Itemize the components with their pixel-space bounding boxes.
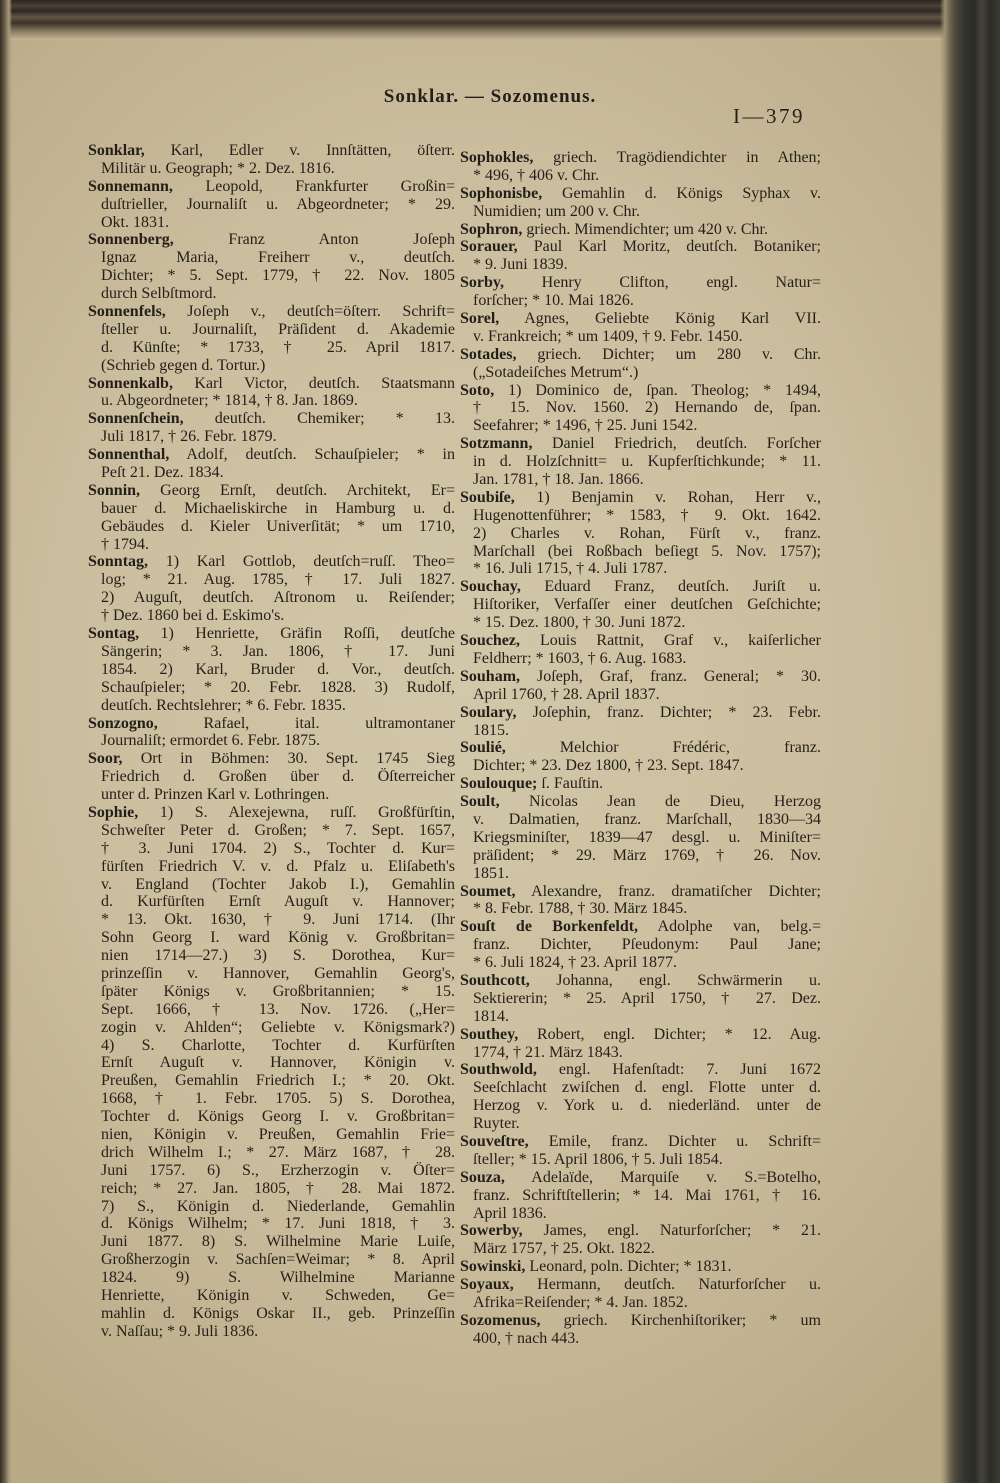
book-binding-edge xyxy=(940,0,1000,1483)
entry-line: Ernſt Auguſt v. Hannover, Königin v. xyxy=(101,1054,455,1072)
entry-text: Gemahlin d. Königs Syphax v. xyxy=(542,184,821,202)
dictionary-entry xyxy=(88,142,455,178)
entry-line xyxy=(88,482,455,500)
entry-line xyxy=(88,303,455,321)
dictionary-entry xyxy=(88,715,455,751)
dictionary-entry xyxy=(88,750,455,804)
entry-line xyxy=(460,274,821,292)
entry-headword: Sozomenus, xyxy=(460,1311,541,1329)
dictionary-entry xyxy=(460,274,821,310)
entry-line xyxy=(460,1169,821,1187)
entry-line: Hiſtoriker, Verfaſſer einer deutſchen Geſchichte; xyxy=(473,596,821,614)
entry-line xyxy=(460,346,821,364)
dictionary-entry xyxy=(460,489,821,578)
entry-text: Hermann, deutſch. Naturforſcher u. xyxy=(513,1276,821,1294)
entry-text: Johanna, engl. Schwärmerin u. xyxy=(529,971,821,989)
entry-line: fürſten Friedrich V. v. d. Pfalz u. Eliſabeth's xyxy=(101,857,455,875)
entry-line xyxy=(460,1276,821,1294)
dictionary-entry xyxy=(88,446,455,482)
dictionary-entry xyxy=(460,1026,821,1062)
entry-line: mahlin d. Königs Oskar II., geb. Prinzeſſin xyxy=(101,1304,455,1322)
entry-text: Joſephin, franz. Dichter; * 23. Febr. xyxy=(516,703,821,721)
entry-headword: Soulouque; xyxy=(460,775,538,793)
entry-line: Dichter; * 5. Sept. 1779, † 22. Nov. 1805 xyxy=(101,267,455,285)
entry-text: Alexandre, franz. dramatiſcher Dichter; xyxy=(515,882,821,900)
entry-line xyxy=(460,185,821,203)
entry-line: * 13. Okt. 1630, † 9. Juni 1714. (Ihr xyxy=(101,911,455,929)
entry-text: Leopold, Frankfurter Großin= xyxy=(172,177,455,195)
entry-line: 1824. 9) S. Wilhelmine Marianne xyxy=(101,1269,455,1287)
entry-line: forſcher; * 10. Mai 1826. xyxy=(473,292,634,310)
entry-line: Marſchall (bei Roßbach beſiegt 5. Nov. 1757); xyxy=(473,542,821,560)
entry-line xyxy=(460,221,821,239)
entry-line xyxy=(460,1026,821,1044)
entry-text: 1) Dominico de, ſpan. Theolog; * 1494, xyxy=(494,381,821,399)
entry-line: 1814. xyxy=(473,1007,509,1025)
entry-line xyxy=(88,804,455,822)
entry-line: Juni 1877. 8) S. Wilhelmine Marie Luiſe, xyxy=(101,1233,455,1251)
entry-line: Hugenottenführer; * 1583, † 9. Okt. 1642. xyxy=(473,506,821,524)
entry-line: Schauſpieler; * 20. Febr. 1828. 3) Rudolf, xyxy=(101,678,455,696)
dictionary-entry xyxy=(460,185,821,221)
entry-line: d. Künſte; * 1733, † 25. April 1817. xyxy=(101,338,455,356)
entry-line: nien, Königin v. Preußen, Gemahlin Frie= xyxy=(101,1125,455,1143)
entry-text: Eduard Franz, deutſch. Juriſt u. xyxy=(520,578,821,596)
entry-headword: Sonzogno, xyxy=(88,714,158,732)
left-column xyxy=(88,142,455,1341)
dictionary-entry xyxy=(460,149,821,185)
entry-text: Louis Rattnit, Graf v., kaiſerlicher xyxy=(520,632,821,650)
entry-line: Okt. 1831. xyxy=(101,213,169,231)
entry-line: Sept. 1666, † 13. Nov. 1726. („Her= xyxy=(101,1000,455,1018)
entry-line: Sektiererin; * 25. April 1750, † 27. Dez. xyxy=(473,989,821,1007)
entry-line xyxy=(88,178,455,196)
entry-headword: Souſt de Borkenfeldt, xyxy=(460,918,639,936)
dictionary-entry xyxy=(460,883,821,919)
entry-line: März 1757, † 25. Okt. 1822. xyxy=(473,1240,655,1258)
dictionary-entry xyxy=(460,346,821,382)
entry-headword: Sonntag, xyxy=(88,553,149,571)
entry-text: Franz Anton Joſeph xyxy=(173,231,455,249)
page-number: I—379 xyxy=(733,104,805,128)
entry-line: Henriette, Königin v. Schweden, Ge= xyxy=(101,1287,455,1304)
entry-text: Joſeph v., deutſch=öſterr. Schrift= xyxy=(165,303,455,321)
entry-line: April 1760, † 28. April 1837. xyxy=(473,685,660,703)
entry-line: * 8. Febr. 1788, † 30. März 1845. xyxy=(473,900,688,918)
entry-headword: Soto, xyxy=(460,381,495,399)
entry-headword: Soulary, xyxy=(460,703,517,721)
entry-line: reich; * 27. Jan. 1805, † 28. Mai 1872. xyxy=(101,1179,455,1197)
entry-line: Ruyter. xyxy=(473,1115,520,1133)
entry-text: Henry Clifton, engl. Natur= xyxy=(504,274,821,292)
entry-line: Großherzogin v. Sachſen=Weimar; * 8. April xyxy=(101,1251,455,1269)
entry-headword: Sotzmann, xyxy=(460,435,533,453)
dictionary-entry xyxy=(88,625,455,714)
entry-headword: Sonnenſchein, xyxy=(88,410,184,428)
entry-line: April 1836. xyxy=(473,1204,547,1222)
entry-line: Sängerin; * 3. Jan. 1806, † 17. Juni xyxy=(101,642,455,660)
entry-line: v. Frankreich; * um 1409, † 9. Febr. 1450. xyxy=(473,327,743,345)
entry-line xyxy=(460,918,821,936)
entry-line: Sohn Georg I. ward König v. Großbritan= xyxy=(101,929,455,947)
dictionary-entry xyxy=(88,553,455,625)
entry-line xyxy=(460,632,821,650)
entry-text: griech. Dichter; um 280 v. Chr. xyxy=(516,345,821,363)
entry-line: v. England (Tochter Jakob I.), Gemahlin xyxy=(101,875,455,893)
entry-headword: Souchay, xyxy=(460,578,521,596)
entry-line xyxy=(88,142,455,160)
entry-line: log; * 21. Aug. 1785, † 17. Juli 1827. xyxy=(101,571,455,589)
dictionary-entry xyxy=(88,804,455,1341)
entry-headword: Sophie, xyxy=(88,803,139,821)
entry-headword: Soor, xyxy=(88,750,123,768)
entry-line xyxy=(88,410,455,428)
entry-line xyxy=(88,715,455,733)
entry-headword: Southcott, xyxy=(460,971,530,989)
right-column xyxy=(460,149,821,1348)
entry-line: Seefahrer; * 1496, † 25. Juni 1542. xyxy=(473,417,698,435)
entry-headword: Sophonisbe, xyxy=(460,184,543,202)
dictionary-entry xyxy=(460,238,821,274)
entry-line xyxy=(460,739,821,757)
entry-line: zogin v. Ahlden“; Geliebte v. Königsmark?) xyxy=(101,1018,455,1036)
entry-line xyxy=(460,1312,821,1330)
entry-line: 1815. xyxy=(473,721,509,739)
entry-text: Leonard, poln. Dichter; * 1831. xyxy=(525,1258,732,1276)
dictionary-entry xyxy=(460,1061,821,1133)
entry-headword: Sotades, xyxy=(460,345,517,363)
entry-line: 1851. xyxy=(473,864,509,882)
dictionary-entry xyxy=(88,303,455,375)
entry-text: Ort in Böhmen: 30. Sept. 1745 Sieg xyxy=(122,750,455,768)
entry-headword: Southwold, xyxy=(460,1061,537,1079)
entry-line xyxy=(460,310,821,328)
entry-line xyxy=(88,625,455,643)
dictionary-entry xyxy=(460,739,821,775)
entry-line: in d. Holzſchnitt= u. Kupferſtichkunde; * 11. xyxy=(473,453,821,471)
entry-line xyxy=(460,668,821,686)
entry-line: unter d. Prinzen Karl v. Lothringen. xyxy=(101,786,330,804)
entry-line: präſident; * 29. März 1769, † 26. Nov. xyxy=(473,846,821,864)
entry-line: deutſch. Rechtslehrer; * 6. Febr. 1835. xyxy=(101,696,346,714)
entry-line: v. Naſſau; * 9. Juli 1836. xyxy=(101,1322,259,1340)
entry-text: 1) Henriette, Gräfin Roſſi, deutſche xyxy=(139,625,455,643)
entry-text: Melchior Frédéric, franz. xyxy=(505,739,821,757)
entry-headword: Soumet, xyxy=(460,882,516,900)
entry-line: 7) S., Königin d. Niederlande, Gemahlin xyxy=(101,1197,455,1215)
entry-headword: Sonnenthal, xyxy=(88,446,170,464)
entry-line: d. Kurfürſten Ernſt Auguſt v. Hannover; xyxy=(101,893,455,911)
entry-text: 1) S. Alexejewna, ruſſ. Großfürſtin, xyxy=(138,803,455,821)
dictionary-entry xyxy=(460,435,821,489)
entry-line: 4) S. Charlotte, Tochter d. Kurfürſten xyxy=(101,1036,455,1054)
entry-headword: Soyaux, xyxy=(460,1276,514,1294)
dictionary-entry xyxy=(88,482,455,554)
entry-text: Emile, franz. Dichter u. Schrift= xyxy=(528,1132,821,1150)
dictionary-entry xyxy=(460,221,821,239)
entry-line xyxy=(88,231,455,249)
entry-line: Jan. 1781, † 18. Jan. 1866. xyxy=(473,471,644,489)
entry-line xyxy=(460,149,821,167)
entry-line xyxy=(460,238,821,256)
entry-line: duſtrieller, Journaliſt u. Abgeordneter; * 29. xyxy=(101,195,455,213)
entry-text: griech. Mimendichter; um 420 v. Chr. xyxy=(522,220,768,238)
entry-line xyxy=(460,382,821,400)
entry-text: engl. Hafenſtadt: 7. Juni 1672 xyxy=(536,1061,821,1079)
entry-line xyxy=(460,793,821,811)
entry-line: 1854. 2) Karl, Bruder d. Vor., deutſch. xyxy=(101,660,455,678)
entry-headword: Soulié, xyxy=(460,739,506,757)
entry-line: Kriegsminiſter, 1839—47 desgl. u. Miniſter= xyxy=(473,828,821,846)
dictionary-entry xyxy=(460,704,821,740)
entry-headword: Sonklar, xyxy=(88,142,145,159)
scan-top-edge xyxy=(0,0,1000,40)
entry-line: ſteller; * 15. April 1806, † 5. Juli 1854. xyxy=(473,1150,723,1168)
entry-line: Friedrich d. Großen über d. Öſterreicher xyxy=(101,768,455,786)
entry-line xyxy=(460,1222,821,1240)
dictionary-entry xyxy=(460,632,821,668)
entry-text: 1) Benjamin v. Rohan, Herr v., xyxy=(514,488,821,506)
running-title: Sonklar. — Sozomenus. xyxy=(383,86,597,107)
entry-line xyxy=(88,553,455,571)
entry-text: Nicolas Jean de Dieu, Herzog xyxy=(499,793,821,811)
dictionary-entry xyxy=(460,793,821,882)
dictionary-entry xyxy=(460,918,821,972)
entry-line: d. Königs Wilhelm; * 17. Juni 1818, † 3. xyxy=(101,1215,455,1233)
entry-line: franz. Dichter, Pſeudonym: Paul Jane; xyxy=(473,936,821,954)
entry-line: ſteller u. Journaliſt, Präſident d. Akademie xyxy=(101,320,455,338)
entry-line: (Schrieb gegen d. Tortur.) xyxy=(101,356,266,374)
entry-line: Journaliſt; ermordet 6. Febr. 1875. xyxy=(101,732,321,750)
dictionary-entry xyxy=(88,178,455,232)
entry-line: nien 1714—27.) 3) S. Dorothea, Kur= xyxy=(101,947,455,965)
entry-line: Afrika=Reiſender; * 4. Jan. 1852. xyxy=(473,1294,688,1311)
dictionary-entry xyxy=(460,1276,821,1312)
entry-line: † Dez. 1860 bei d. Eskimo's. xyxy=(101,607,285,625)
entry-line: Schweſter Peter d. Großen; * 7. Sept. 1657, xyxy=(101,821,455,839)
entry-line: * 496, † 406 v. Chr. xyxy=(473,166,600,184)
entry-headword: Sonnin, xyxy=(88,481,141,499)
entry-line: prinzeſſin v. Hannover, Gemahlin Georg's, xyxy=(101,964,455,982)
entry-headword: Sowinski, xyxy=(460,1258,526,1276)
entry-line xyxy=(88,446,455,464)
entry-headword: Soubiſe, xyxy=(460,488,515,506)
entry-line: Dichter; * 23. Dez 1800, † 23. Sept. 1847. xyxy=(473,757,744,775)
entry-headword: Souchez, xyxy=(460,632,520,650)
dictionary-entry xyxy=(460,578,821,632)
entry-text: Joſeph, Graf, franz. General; * 30. xyxy=(520,667,821,685)
entry-line: u. Abgeordneter; * 1814, † 8. Jan. 1869. xyxy=(101,392,358,410)
entry-headword: Soult, xyxy=(460,793,500,811)
entry-headword: Sonnemann, xyxy=(88,177,173,195)
dictionary-entry xyxy=(88,375,455,411)
dictionary-entry xyxy=(460,1258,821,1276)
entry-line: Tochter d. Königs Georg I. v. Großbritan= xyxy=(101,1108,455,1126)
entry-text: Agnes, Geliebte König Karl VII. xyxy=(499,310,821,328)
entry-text: Adolf, deutſch. Schauſpieler; * in xyxy=(169,446,455,464)
entry-line: durch Selbſtmord. xyxy=(101,285,217,303)
entry-text: Georg Ernſt, deutſch. Architekt, Er= xyxy=(140,481,455,499)
entry-line: („Sotadeiſches Metrum“.) xyxy=(473,363,639,381)
entry-headword: Sorauer, xyxy=(460,238,518,256)
entry-headword: Sonnenberg, xyxy=(88,231,174,249)
entry-line xyxy=(88,375,455,393)
dictionary-entry xyxy=(460,668,821,704)
entry-line: Seeſchlacht zwiſchen d. engl. Flotte unter d. xyxy=(473,1079,821,1097)
entry-line xyxy=(460,578,821,596)
entry-text: Robert, engl. Dichter; * 12. Aug. xyxy=(518,1025,821,1043)
entry-line xyxy=(88,750,455,768)
entry-headword: Sonnenfels, xyxy=(88,303,166,321)
entry-line: † 15. Nov. 1560. 2) Hernando de, ſpan. xyxy=(473,399,821,417)
entry-line xyxy=(460,1061,821,1079)
entry-line: ſpäter Königs v. Großbritannien; * 15. xyxy=(101,982,455,1000)
entry-line: Ignaz Maria, Freiherr v., deutſch. xyxy=(101,249,455,267)
entry-text: ſ. Fauſtin. xyxy=(537,775,604,793)
entry-line: 2) Charles v. Rohan, Fürſt v., franz. xyxy=(473,524,821,542)
entry-line xyxy=(460,435,821,453)
entry-line: 1668, † 1. Febr. 1705. 5) S. Dorothea, xyxy=(101,1090,455,1108)
entry-headword: Souveſtre, xyxy=(460,1132,529,1150)
entry-line: 1774, † 21. März 1843. xyxy=(473,1043,623,1061)
entry-headword: Sowerby, xyxy=(460,1222,523,1240)
entry-line: Juni 1757. 6) S., Erzherzogin v. Öſter= xyxy=(101,1161,455,1179)
entry-line xyxy=(460,1133,821,1151)
dictionary-entry xyxy=(88,410,455,446)
entry-line: * 15. Dez. 1800, † 30. Juni 1872. xyxy=(473,614,686,632)
entry-headword: Sorby, xyxy=(460,274,505,292)
entry-text: griech. Kirchenhiſtoriker; * um xyxy=(540,1311,821,1329)
dictionary-entry xyxy=(460,1133,821,1169)
entry-text: Paul Karl Moritz, deutſch. Botaniker; xyxy=(517,238,821,256)
dictionary-entry xyxy=(460,310,821,346)
entry-line xyxy=(460,775,821,793)
entry-line: v. Dalmatien, franz. Marſchall, 1830—34 xyxy=(473,810,821,828)
dictionary-entry xyxy=(88,231,455,303)
entry-line xyxy=(460,972,821,990)
entry-text: James, engl. Naturforſcher; * 21. xyxy=(522,1222,821,1240)
entry-line: Peſt 21. Dez. 1834. xyxy=(101,464,224,482)
entry-text: Karl Victor, deutſch. Staatsmann xyxy=(172,374,455,392)
dictionary-entry xyxy=(460,1169,821,1223)
entry-line: Herzog v. York u. d. niederländ. unter de xyxy=(473,1097,821,1115)
entry-line: Numidien; um 200 v. Chr. xyxy=(473,202,640,220)
dictionary-entry xyxy=(460,1222,821,1258)
dictionary-entry xyxy=(460,972,821,1026)
dictionary-entry xyxy=(460,775,821,793)
entry-text: Rafael, ital. ultramontaner xyxy=(157,714,455,732)
entry-text: Karl, Edler v. Innſtätten, öſterr. xyxy=(144,142,455,159)
entry-line: Gebäudes d. Kieler Univerſität; * um 1710, xyxy=(101,517,455,535)
entry-text: Adolphe van, belg.= xyxy=(638,918,821,936)
entry-line: Preußen, Gemahlin Friedrich I.; * 20. Okt. xyxy=(101,1072,455,1090)
dictionary-entry xyxy=(460,382,821,436)
entry-line xyxy=(460,704,821,722)
entry-line: † 3. Juni 1704. 2) S., Tochter d. Kur= xyxy=(101,839,455,857)
entry-line xyxy=(460,883,821,901)
entry-line xyxy=(460,1258,821,1276)
entry-text: deutſch. Chemiker; * 13. xyxy=(183,410,455,428)
scan-left-edge xyxy=(0,0,12,1483)
dictionary-entry xyxy=(460,1312,821,1348)
entry-headword: Souza, xyxy=(460,1168,505,1186)
entry-headword: Souham, xyxy=(460,667,521,685)
entry-text: Daniel Friedrich, deutſch. Forſcher xyxy=(532,435,821,453)
entry-text: Adelaïde, Marquiſe v. S.=Botelho, xyxy=(504,1168,821,1186)
entry-line: drich Wilhelm I.; * 27. März 1687, † 28. xyxy=(101,1143,455,1161)
entry-headword: Sorel, xyxy=(460,310,500,328)
entry-text: griech. Tragödiendichter in Athen; xyxy=(533,149,821,166)
entry-line: * 16. Juli 1715, † 4. Juli 1787. xyxy=(473,560,668,578)
entry-line: † 1794. xyxy=(101,535,149,553)
entry-line xyxy=(460,489,821,507)
entry-line: 400, † nach 443. xyxy=(473,1329,580,1347)
entry-line: Juli 1817, † 26. Febr. 1879. xyxy=(101,428,277,446)
entry-headword: Southey, xyxy=(460,1025,519,1043)
entry-headword: Sophron, xyxy=(460,220,523,238)
entry-text: 1) Karl Gottlob, deutſch=ruſſ. Theo= xyxy=(148,553,455,571)
entry-headword: Sontag, xyxy=(88,625,140,643)
entry-line: 2) Auguſt, deutſch. Aſtronom u. Reiſender; xyxy=(101,589,455,607)
entry-headword: Sophokles, xyxy=(460,149,534,166)
entry-line: franz. Schriftſtellerin; * 14. Mai 1761, † 16. xyxy=(473,1186,821,1204)
entry-headword: Sonnenkalb, xyxy=(88,374,173,392)
entry-line: * 9. Juni 1839. xyxy=(473,256,568,274)
entry-line: Feldherr; * 1603, † 6. Aug. 1683. xyxy=(473,649,687,667)
entry-line: bauer d. Michaeliskirche in Hamburg u. d. xyxy=(101,499,455,517)
entry-line: * 6. Juli 1824, † 23. April 1877. xyxy=(473,954,678,972)
entry-line: Militär u. Geograph; * 2. Dez. 1816. xyxy=(101,159,335,177)
